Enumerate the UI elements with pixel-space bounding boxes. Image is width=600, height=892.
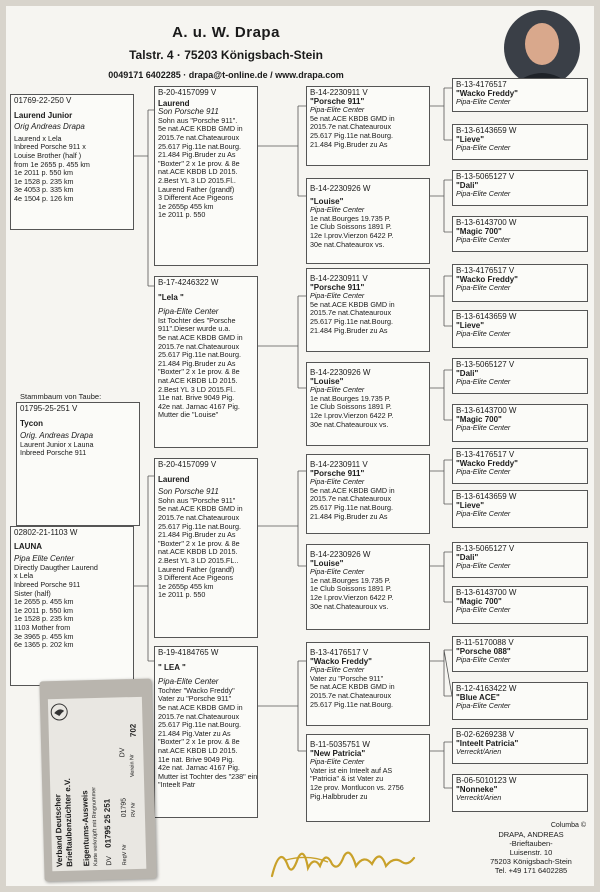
greatgrandparent-box	[452, 310, 588, 348]
greatgrandparent-name: "Lieve"	[456, 320, 485, 330]
grandparent-line: 2015.7e nat.Chateauroux	[310, 308, 392, 318]
tycon-line: Inbreed Porsche 911	[20, 448, 87, 458]
greatgrandparent-ring: B-13-6143700 W	[456, 218, 517, 227]
tycon-box	[16, 402, 140, 526]
card-org-line2: Brieftaubenzüchter e.V.	[62, 778, 75, 867]
grandparent-ring: B-14-2230926 W	[310, 184, 371, 193]
grandparent-ring: B-14-2230911 V	[310, 274, 368, 283]
grandparent-line: 25.617 Pig.11e nat.Bourg.	[310, 130, 393, 140]
greatgrandparent-ring: B-13-6143659 W	[456, 312, 517, 321]
breeder-title: A. u. W. Drapa	[172, 24, 280, 41]
greatgrandparent-breeder: Pipa-Elite Center	[456, 189, 511, 199]
grandparent-line: "Patricia" & ist Vater zu	[310, 774, 384, 784]
grandparent-breeder: Pipa-Elite Center	[310, 665, 365, 675]
parent-box	[154, 458, 258, 638]
greatgrandparent-breeder: Pipa-Elite Center	[456, 423, 511, 433]
greatgrandparent-breeder: Pipa-Elite Center	[456, 329, 511, 339]
parent-line: nat.ACE KBDB LD 2015.	[158, 745, 238, 755]
greatgrandparent-name: "Nonneke"	[456, 784, 498, 794]
parent-line: 5e nat.ACE KBDB GMD in	[158, 332, 243, 342]
grandparent-name: "Louise"	[310, 196, 344, 206]
greatgrandparent-ring: B-13-4176517 V	[456, 450, 515, 459]
greatgrandparent-ring: B-13-4176517	[456, 80, 507, 89]
parent-line: Mutter die "Louise"	[158, 410, 219, 420]
greatgrandparent-ring: B-13-5065127 V	[456, 544, 515, 553]
grandparent-line: 2015.7e nat.Chateauroux	[310, 494, 392, 504]
parent-line: 2.Best YL 3 LD 2015.FL..	[158, 555, 239, 565]
card-title: Eigentums-Ausweis	[80, 790, 92, 867]
launa-breeder: Pipa Elite Center	[14, 554, 75, 564]
greatgrandparent-box	[452, 358, 588, 394]
parent-name: "Lela "	[158, 292, 184, 302]
ownership-card	[39, 679, 156, 882]
parent-line: "Boxter" 2 x 1e prov. & 8e	[158, 737, 240, 747]
grandparent-ring: B-13-4176517 V	[310, 648, 369, 657]
grandparent-line: 1e nat.Bourges 19.735 P.	[310, 393, 391, 403]
grandparent-name: "Wacko Freddy"	[310, 656, 372, 666]
subject-line: Inbreed Porsche 911 x	[14, 142, 86, 152]
greatgrandparent-box	[452, 216, 588, 252]
parent-line: nat.ACE KBDB LD 2015.	[158, 375, 238, 385]
grandparent-name: "Louise"	[310, 558, 344, 568]
grandparent-name: "New Patricia"	[310, 748, 366, 758]
grandparent-box	[306, 86, 430, 166]
footer-line2: -Brieftauben-	[509, 839, 553, 848]
grandparent-line: 2015.7e nat.Chateauroux	[310, 122, 392, 132]
greatgrandparent-name: "Magic 700"	[456, 414, 502, 424]
parent-line: Laurend Father (grandf)	[158, 184, 235, 194]
grandparent-name: "Porsche 911"	[310, 96, 365, 106]
subject-pigeon-box	[10, 94, 134, 230]
grandparent-ring: B-11-5035751 W	[310, 740, 370, 749]
parent-line: Sohn aus "Porsche 911"	[158, 495, 236, 505]
subject-name: Laurend Junior	[14, 110, 73, 120]
pigeon-logo-icon	[50, 703, 68, 721]
parent-line: Mutter ist Tochter des "238" ein	[158, 771, 258, 781]
greatgrandparent-name: "Porsche 088"	[456, 646, 511, 656]
parent-line: 25.617 Pig.11e nat.Bourg.	[158, 720, 241, 730]
parent-line: 911".Dieser wurde u.a.	[158, 324, 231, 334]
parent-line: Tochter "Wacko Freddy"	[158, 685, 235, 695]
parent-line: 25.617 Pig.11e nat.Bourg.	[158, 521, 241, 531]
card-regv-label: RegV Nr	[121, 844, 129, 866]
greatgrandparent-name: "Wacko Freddy"	[456, 274, 518, 284]
greatgrandparent-box	[452, 124, 588, 160]
parent-line: "Boxter" 2 x 1e prov. & 8e	[158, 158, 240, 168]
footer-tel: Tel. +49 171 6402285	[494, 866, 568, 875]
greatgrandparent-box	[452, 682, 588, 720]
parent-line: 21.484 Pig.Bruder zu As	[158, 150, 236, 160]
parent-line: "Boxter" 2 x 1e prov. & 8e	[158, 367, 240, 377]
parent-line: "Boxter" 2 x 1e prov. & 8e	[158, 538, 240, 548]
grandparent-line: 1e nat.Bourges 19.735 P.	[310, 213, 391, 223]
parent-line: nat.ACE KBDB LD 2015.	[158, 167, 238, 177]
parent-name: " LEA "	[158, 662, 186, 672]
grandparent-name: "Porsche 911"	[310, 282, 365, 292]
grandparent-box	[306, 734, 430, 822]
grandparent-line: 1e Club Soissons 1891 P.	[310, 584, 392, 594]
launa-line: Directly Daugther Laurend	[14, 562, 98, 572]
launa-line: 3e 3965 p. 455 km	[14, 631, 74, 641]
greatgrandparent-box	[452, 78, 588, 112]
grandparent-ring: B-14-2230926 W	[310, 368, 371, 377]
stammbaum-label: Stammbaum von Taube:	[20, 392, 102, 401]
grandparent-line: 30e nat.Chateauroux vs.	[310, 419, 389, 429]
greatgrandparent-ring: B-13-4176517 V	[456, 266, 515, 275]
parent-line: 5e nat.ACE KBDB GMD in	[158, 124, 243, 134]
grandparent-line: 12e I.prov.Vierzon 6422 P.	[310, 230, 394, 240]
greatgrandparent-box	[452, 490, 588, 528]
launa-line: Sister (half)	[14, 588, 51, 598]
greatgrandparent-breeder: Pipa-Elite Center	[456, 561, 511, 571]
ownership-card-inner	[48, 697, 146, 871]
parent-line: 3 Different Ace Pigeons	[158, 573, 233, 583]
grandparent-line: 5e nat.ACE KBDB GMD in	[310, 299, 395, 309]
greatgrandparent-box	[452, 586, 588, 624]
greatgrandparent-ring: B-06-5010123 W	[456, 776, 517, 785]
parent-line: nat.ACE KBDB LD 2015.	[158, 547, 238, 557]
grandparent-line: 12e I.prov.Vierzon 6422 P.	[310, 410, 394, 420]
parent-line: 2.Best YL 3 LD 2015.Fl..	[158, 175, 236, 185]
parent-line: 2.Best YL 3 LD 2015.Fl..	[158, 384, 236, 394]
grandparent-line: 1e Club Soissons 1891 P.	[310, 402, 392, 412]
parent-line: 25.617 Pig.11e nat.Bourg.	[158, 141, 241, 151]
card-regv-value: 01795	[120, 797, 128, 818]
parent-line: 11e nat. Brive 9049 Pig.	[158, 754, 235, 764]
tycon-breeder: Orig. Andreas Drapa	[20, 431, 94, 441]
greatgrandparent-name: "Dali"	[456, 368, 479, 378]
parent-name: Laurend	[158, 474, 190, 484]
greatgrandparent-box	[452, 542, 588, 578]
parent-line: 11e nat. Brive 9049 Pig.	[158, 393, 235, 403]
greatgrandparent-breeder: Pipa-Elite Center	[456, 605, 511, 615]
grandparent-line: 25.617 Pig.11e nat.Bourg.	[310, 316, 393, 326]
parent-line: 2015.7e nat.Chateauroux	[158, 132, 240, 142]
grandparent-line: 30e nat.Chateauroux vs.	[310, 601, 389, 611]
subject-breeder: Orig Andreas Drapa	[14, 122, 85, 132]
parent-line: 1e 2655p 455 km	[158, 201, 214, 211]
grandparent-line: Vater zu "Porsche 911"	[310, 673, 384, 683]
grandparent-line: 2015.7e nat.Chateauroux	[310, 690, 392, 700]
grandparent-line: 12e I.prov.Vierzon 6422 P.	[310, 592, 394, 602]
grandparent-line: 25.617 Pig.11e nat.Bourg.	[310, 502, 393, 512]
parent-line: 3 Different Ace Pigeons	[158, 193, 233, 203]
grandparent-line: 5e nat.ACE KBDB GMD in	[310, 485, 395, 495]
grandparent-ring: B-14-2230926 W	[310, 550, 371, 559]
greatgrandparent-ring: B-02-6269238 V	[456, 730, 515, 739]
launa-line: 6e 1365 p. 202 km	[14, 640, 74, 650]
parent-breeder: Son Porsche 911	[158, 487, 219, 497]
launa-line: 1e 1528 p. 235 km	[14, 614, 74, 624]
greatgrandparent-ring: B-13-6143700 W	[456, 406, 517, 415]
breeder-address: Talstr. 4 · 75203 Königsbach-Stein	[129, 48, 323, 62]
parent-line: Vater zu "Porsche 911"	[158, 694, 232, 704]
parent-ring: B-20-4157099 V	[158, 88, 217, 97]
launa-ring: 02802-21-1103 W	[14, 528, 78, 537]
grandparent-ring: B-14-2230911 V	[310, 460, 368, 469]
tycon-ring: 01795-25-251 V	[20, 404, 78, 413]
grandparent-line: Vater ist ein Inteelt auf AS	[310, 765, 393, 775]
subject-ring: 01769-22-250 V	[14, 96, 72, 105]
launa-line: 1e 2655 p. 455 km	[14, 597, 74, 607]
card-verein-label: Verein Nr	[129, 754, 136, 778]
tycon-name: Tycon	[20, 418, 43, 428]
grandparent-breeder: Pipa-Elite Center	[310, 291, 365, 301]
parent-box	[154, 276, 258, 448]
grandparent-line: 12e prov. Montlucon vs. 2756	[310, 782, 404, 792]
greatgrandparent-box	[452, 636, 588, 672]
footer-stamp	[476, 821, 586, 875]
greatgrandparent-box	[452, 448, 588, 484]
grandparent-breeder: Pipa-Elite Center	[310, 757, 365, 767]
parent-line: 21.484 Pig.Vater zu As	[158, 728, 231, 738]
greatgrandparent-name: "Blue ACE"	[456, 692, 500, 702]
greatgrandparent-breeder: Pipa-Elite Center	[456, 377, 511, 387]
greatgrandparent-ring: B-13-6143700 W	[456, 588, 517, 597]
greatgrandparent-box	[452, 404, 588, 442]
greatgrandparent-ring: B-13-5065127 V	[456, 172, 515, 181]
grandparent-breeder: Pipa-Elite Center	[310, 567, 365, 577]
card-dv-label: DV	[105, 855, 114, 866]
grandparent-name: "Porsche 911"	[310, 468, 365, 478]
greatgrandparent-name: "Inteelt Patricia"	[456, 738, 519, 748]
subject-result: 3e 4053 p. 335 km	[14, 185, 74, 195]
breeder-contact: 0049171 6402285 · drapa@t-online.de / www.drapa.com	[108, 70, 344, 80]
greatgrandparent-breeder: Pipa-Elite Center	[456, 97, 511, 107]
greatgrandparent-breeder: Pipa-Elite Center	[456, 655, 511, 665]
parent-line: 25.617 Pig.11e nat.Bourg.	[158, 350, 241, 360]
card-ring-value: 01795 25 251	[102, 798, 113, 848]
greatgrandparent-ring: B-13-5065127 V	[456, 360, 515, 369]
grandparent-box	[306, 454, 430, 534]
grandparent-line: 1e nat.Bourges 19.735 P.	[310, 575, 391, 585]
parent-breeder: Son Porsche 911	[158, 107, 219, 117]
parent-line: 2015.7e nat.Chateauroux	[158, 341, 240, 351]
greatgrandparent-name: "Lieve"	[456, 500, 485, 510]
parent-line: 21.484 Pig.Bruder zu As	[158, 530, 236, 540]
grandparent-breeder: Pipa-Elite Center	[310, 385, 365, 395]
pedigree-sheet	[6, 6, 594, 886]
parent-line: Sohn aus "Porsche 911".	[158, 115, 238, 125]
card-rv-label: RV Nr	[130, 802, 137, 818]
parent-line: 1e 2011 p. 550	[158, 590, 206, 600]
parent-line: 42e nat. Jarnac 4167 Pig.	[158, 763, 240, 773]
launa-line: x Lela	[14, 571, 34, 581]
parent-line: Laurend Father (grandf)	[158, 564, 235, 574]
grandparent-line: 5e nat.ACE KBDB GMD in	[310, 682, 395, 692]
parent-ring: B-19-4184765 W	[158, 648, 219, 657]
card-org-line1: Verband Deutscher	[53, 794, 65, 868]
greatgrandparent-name: "Wacko Freddy"	[456, 88, 518, 98]
grandparent-ring: B-14-2230911 V	[310, 88, 368, 97]
grandparent-line: 25.617 Pig.11e nat.Bourg.	[310, 699, 393, 709]
grandparent-box	[306, 642, 430, 726]
greatgrandparent-breeder: Verreckt/Arien	[456, 747, 502, 757]
grandparent-breeder: Pipa-Elite Center	[310, 477, 365, 487]
footer-street: Luisenstr. 10	[509, 848, 553, 857]
parent-line: Ist Tochter des "Porsche	[158, 315, 236, 325]
parent-breeder: Pipa-Elite Center	[158, 307, 219, 317]
parent-line: 5e nat.ACE KBDB GMD in	[158, 504, 243, 514]
subject-line: Louise Brother (half )	[14, 150, 82, 160]
launa-box	[10, 526, 134, 686]
signature-image	[268, 836, 418, 884]
greatgrandparent-ring: B-13-6143659 W	[456, 126, 517, 135]
greatgrandparent-breeder: Pipa-Elite Center	[456, 701, 511, 711]
greatgrandparent-breeder: Pipa-Elite Center	[456, 467, 511, 477]
grandparent-box	[306, 544, 430, 630]
launa-line: 1103 Mother from	[14, 622, 71, 632]
greatgrandparent-breeder: Verreckt/Arien	[456, 793, 502, 803]
grandparent-line: Pig.Halbbruder zu	[310, 791, 368, 801]
card-verein-value: 702	[128, 723, 138, 738]
parent-line: 5e nat.ACE KBDB GMD in	[158, 702, 243, 712]
greatgrandparent-ring: B-11-5170088 V	[456, 638, 514, 647]
greatgrandparent-ring: B-13-6143659 W	[456, 492, 517, 501]
greatgrandparent-name: "Magic 700"	[456, 596, 502, 606]
parent-box	[154, 646, 258, 818]
parent-line: 2015.7e nat.Chateauroux	[158, 512, 240, 522]
greatgrandparent-box	[452, 170, 588, 206]
subject-result: 4e 1504 p. 126 km	[14, 193, 74, 203]
greatgrandparent-name: "Dali"	[456, 180, 479, 190]
grandparent-line: 30e nat.Chateaurox vs.	[310, 239, 385, 249]
grandparent-breeder: Pipa-Elite Center	[310, 105, 365, 115]
grandparent-line: 21.484 Pig.Bruder zu As	[310, 511, 388, 521]
footer-name: DRAPA, ANDREAS	[498, 830, 564, 839]
tycon-line: Laurent Junior x Launa	[20, 439, 94, 449]
parent-line: 42e nat. Jarnac 4167 Pig.	[158, 401, 240, 411]
grandparent-line: 21.484 Pig.Bruder zu As	[310, 139, 388, 149]
parent-line: 2015.7e nat.Chateauroux	[158, 711, 240, 721]
parent-line: 1e 2011 p. 550	[158, 210, 206, 220]
parent-name: Laurend	[158, 98, 190, 108]
greatgrandparent-ring: B-12-4163422 W	[456, 684, 517, 693]
greatgrandparent-name: "Wacko Freddy"	[456, 458, 518, 468]
greatgrandparent-box	[452, 728, 588, 764]
greatgrandparent-breeder: Pipa-Elite Center	[456, 509, 511, 519]
footer-columba: Columba ©	[550, 822, 586, 829]
footer-city: 75203 Königsbach-Stein	[490, 857, 572, 866]
parent-line: 21.484 Pig.Bruder zu As	[158, 358, 236, 368]
grandparent-box	[306, 178, 430, 264]
greatgrandparent-box	[452, 774, 588, 812]
grandparent-line: 1e Club Soissons 1891 P.	[310, 222, 392, 232]
launa-name: LAUNA	[14, 541, 42, 551]
subject-line: Laurend x Lela	[14, 133, 62, 143]
parent-ring: B-17-4246322 W	[158, 278, 219, 287]
grandparent-breeder: Pipa-Elite Center	[310, 205, 365, 215]
parent-breeder: Pipa-Elite Center	[158, 677, 219, 687]
greatgrandparent-box	[452, 264, 588, 302]
grandparent-box	[306, 268, 430, 352]
grandparent-line: 21.484 Pig.Bruder zu As	[310, 325, 388, 335]
greatgrandparent-breeder: Pipa-Elite Center	[456, 235, 511, 245]
parent-line: "Inteelt Patr	[158, 780, 196, 790]
grandparent-box	[306, 362, 430, 446]
greatgrandparent-name: "Magic 700"	[456, 226, 502, 236]
grandparent-name: "Louise"	[310, 376, 344, 386]
greatgrandparent-name: "Dali"	[456, 552, 479, 562]
launa-line: Inbreed Porsche 911	[14, 579, 81, 589]
subject-result: 1e 2011 p. 550 km	[14, 168, 74, 178]
launa-line: 1e 2011 p. 550 km	[14, 605, 74, 615]
subject-result: from 1e 2655 p. 455 km	[14, 159, 90, 169]
subject-result: 1e 1528 p. 235 km	[14, 176, 74, 186]
greatgrandparent-breeder: Pipa-Elite Center	[456, 143, 511, 153]
parent-box	[154, 86, 258, 266]
parent-ring: B-20-4157099 V	[158, 460, 217, 469]
parent-line: 1e 2655p 455 km	[158, 581, 214, 591]
card-dv-value: DV	[119, 747, 127, 758]
greatgrandparent-name: "Lieve"	[456, 134, 485, 144]
card-subtitle: Karte verknüpft mit Ringnummer	[91, 786, 100, 867]
greatgrandparent-breeder: Pipa-Elite Center	[456, 283, 511, 293]
grandparent-line: 5e nat.ACE KBDB GMD in	[310, 113, 395, 123]
